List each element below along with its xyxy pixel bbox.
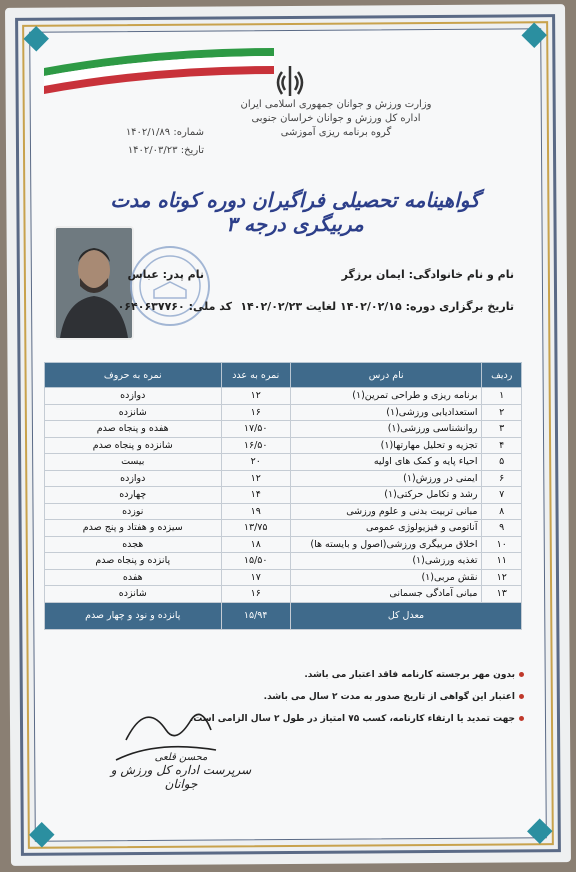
subject-name: برنامه ریزی و طراحی تمرین(۱) bbox=[290, 388, 482, 405]
student-photo bbox=[54, 226, 134, 340]
grade-number: ۱۷/۵۰ bbox=[221, 421, 290, 438]
grade-words: دوازده bbox=[45, 470, 222, 487]
subject-name: اخلاق مربیگری ورزشی(اصول و بایسته ها) bbox=[290, 536, 482, 553]
grade-number: ۱۳/۷۵ bbox=[221, 520, 290, 537]
average-label: معدل کل bbox=[290, 602, 521, 629]
subject-name: احیاء پایه و کمک های اولیه bbox=[290, 454, 482, 471]
note-text: اعتبار این گواهی از تاریخ صدور به مدت ۲ سال می باشد. bbox=[263, 692, 515, 702]
note-item bbox=[180, 664, 524, 686]
grade-words: چهارده bbox=[45, 487, 222, 504]
ministry-line: گروه برنامه ریزی آموزشی bbox=[280, 127, 392, 138]
table-row bbox=[45, 487, 522, 504]
subject-name: ایمنی در ورزش(۱) bbox=[290, 470, 482, 487]
grade-number: ۱۶/۵۰ bbox=[221, 437, 290, 454]
row-number: ۱۳ bbox=[482, 586, 522, 603]
date-label: تاریخ: bbox=[180, 145, 204, 156]
average-words: پانزده و نود و چهار صدم bbox=[45, 602, 222, 629]
table-row bbox=[45, 404, 522, 421]
name-value: ایمان برزگر bbox=[341, 268, 405, 281]
national-id-line bbox=[118, 300, 232, 313]
ministry-line: اداره کل ورزش و جوانان خراسان جنوبی bbox=[251, 113, 421, 124]
row-number: ۱۰ bbox=[482, 536, 522, 553]
subject-name: استعدادیابی ورزشی(۱) bbox=[290, 404, 482, 421]
grade-number: ۱۶ bbox=[221, 586, 290, 603]
grade-words: سیزده و هفتاد و پنج صدم bbox=[45, 520, 222, 537]
national-id-value: ۰۶۴۰۶۳۷۷۶۰ bbox=[117, 300, 185, 313]
table-row bbox=[45, 503, 522, 520]
row-number: ۳ bbox=[482, 421, 522, 438]
row-number: ۷ bbox=[482, 487, 522, 504]
grade-words: پانزده و پنجاه صدم bbox=[45, 553, 222, 570]
grade-words: بیست bbox=[45, 454, 222, 471]
subject-name: روانشناسی ورزشی(۱) bbox=[290, 421, 482, 438]
table-row bbox=[45, 536, 522, 553]
note-text: جهت تمدید یا ارتقاء کارنامه، کسب ۷۵ امتیاز در طول ۲ سال الزامی است. bbox=[189, 714, 515, 724]
course-date-value: ۱۴۰۲/۰۲/۱۵ لغایت ۱۴۰۲/۰۲/۲۳ bbox=[240, 300, 402, 313]
header-grade-number: نمره به عدد bbox=[221, 363, 290, 388]
average-row bbox=[45, 602, 522, 629]
bullet-icon bbox=[519, 672, 524, 677]
signatory-title bbox=[96, 752, 266, 791]
student-name-line bbox=[342, 268, 514, 281]
table-row bbox=[45, 388, 522, 405]
grade-number: ۱۲ bbox=[221, 388, 290, 405]
subject-name: مبانی تربیت بدنی و علوم ورزشی bbox=[290, 503, 482, 520]
row-number: ۴ bbox=[482, 437, 522, 454]
header-subject: نام درس bbox=[290, 363, 482, 388]
document-meta bbox=[84, 124, 204, 160]
course-date-line bbox=[240, 300, 514, 313]
table-row bbox=[45, 586, 522, 603]
header-grade-words: نمره به حروف bbox=[45, 363, 222, 388]
bullet-icon bbox=[519, 694, 524, 699]
subject-name: نقش مربی(۱) bbox=[290, 569, 482, 586]
table-row bbox=[45, 437, 522, 454]
table-row bbox=[45, 553, 522, 570]
row-number: ۱۲ bbox=[482, 569, 522, 586]
grade-number: ۱۷ bbox=[221, 569, 290, 586]
certificate-title: گواهینامه تحصیلی فراگیران دوره کوتاه مدت مربیگری درجه ۳ bbox=[110, 188, 480, 236]
grade-words: شانزده و پنجاه صدم bbox=[45, 437, 222, 454]
grade-words: شانزده bbox=[45, 586, 222, 603]
date-value: ۱۴۰۲/۰۳/۲۳ bbox=[127, 145, 178, 156]
note-text: بدون مهر برجسته کارنامه فاقد اعتبار می باشد. bbox=[304, 670, 515, 680]
national-id-label: کد ملی: bbox=[188, 300, 232, 313]
subject-name: رشد و تکامل حرکتی(۱) bbox=[290, 487, 482, 504]
ministry-header bbox=[236, 98, 436, 140]
number-label: شماره: bbox=[173, 127, 204, 138]
subject-name: آناتومی و فیزیولوژی عمومی bbox=[290, 520, 482, 537]
table-header-row bbox=[45, 363, 522, 388]
row-number: ۶ bbox=[482, 470, 522, 487]
table-row bbox=[45, 454, 522, 471]
signatory-name: محسن قلعی bbox=[154, 752, 208, 763]
grade-words: نوزده bbox=[45, 503, 222, 520]
grade-number: ۱۹ bbox=[221, 503, 290, 520]
subject-name: تغذیه ورزشی(۱) bbox=[290, 553, 482, 570]
subject-name: تجزیه و تحلیل مهارتها(۱) bbox=[290, 437, 482, 454]
row-number: ۹ bbox=[482, 520, 522, 537]
grades-table bbox=[44, 362, 522, 630]
grade-number: ۱۴ bbox=[221, 487, 290, 504]
grade-number: ۱۸ bbox=[221, 536, 290, 553]
grade-number: ۲۰ bbox=[221, 454, 290, 471]
header-row-number: ردیف bbox=[482, 363, 522, 388]
ministry-line: وزارت ورزش و جوانان جمهوری اسلامی ایران bbox=[240, 99, 432, 110]
row-number: ۲ bbox=[482, 404, 522, 421]
row-number: ۱۱ bbox=[482, 553, 522, 570]
grade-words: شانزده bbox=[45, 404, 222, 421]
row-number: ۸ bbox=[482, 503, 522, 520]
grade-words: هفده و پنجاه صدم bbox=[45, 421, 222, 438]
grade-words: هجده bbox=[45, 536, 222, 553]
svg-text:☫: ☫ bbox=[134, 72, 143, 83]
table-row bbox=[45, 520, 522, 537]
iran-emblem-icon bbox=[270, 62, 310, 102]
grade-number: ۱۲ bbox=[221, 470, 290, 487]
father-label: نام پدر: bbox=[162, 268, 204, 281]
table-row bbox=[45, 569, 522, 586]
course-date-label: تاریخ برگزاری دوره: bbox=[405, 300, 514, 313]
grade-number: ۱۶ bbox=[221, 404, 290, 421]
grade-number: ۱۵/۵۰ bbox=[221, 553, 290, 570]
father-name-line bbox=[127, 268, 204, 281]
table-row bbox=[45, 421, 522, 438]
grade-words: هفده bbox=[45, 569, 222, 586]
row-number: ۵ bbox=[482, 454, 522, 471]
table-row bbox=[45, 470, 522, 487]
bullet-icon bbox=[519, 716, 524, 721]
grade-words: دوازده bbox=[45, 388, 222, 405]
signatory-position: سرپرست اداره کل ورزش و جوانان bbox=[110, 763, 252, 791]
row-number: ۱ bbox=[482, 388, 522, 405]
number-value: ۱۴۰۲/۱/۸۹ bbox=[125, 127, 171, 138]
name-label: نام و نام خانوادگی: bbox=[408, 268, 514, 281]
father-value: عباس bbox=[127, 268, 159, 281]
official-stamp bbox=[130, 246, 210, 326]
average-value: ۱۵/۹۴ bbox=[221, 602, 290, 629]
subject-name: مبانی آمادگی جسمانی bbox=[290, 586, 482, 603]
